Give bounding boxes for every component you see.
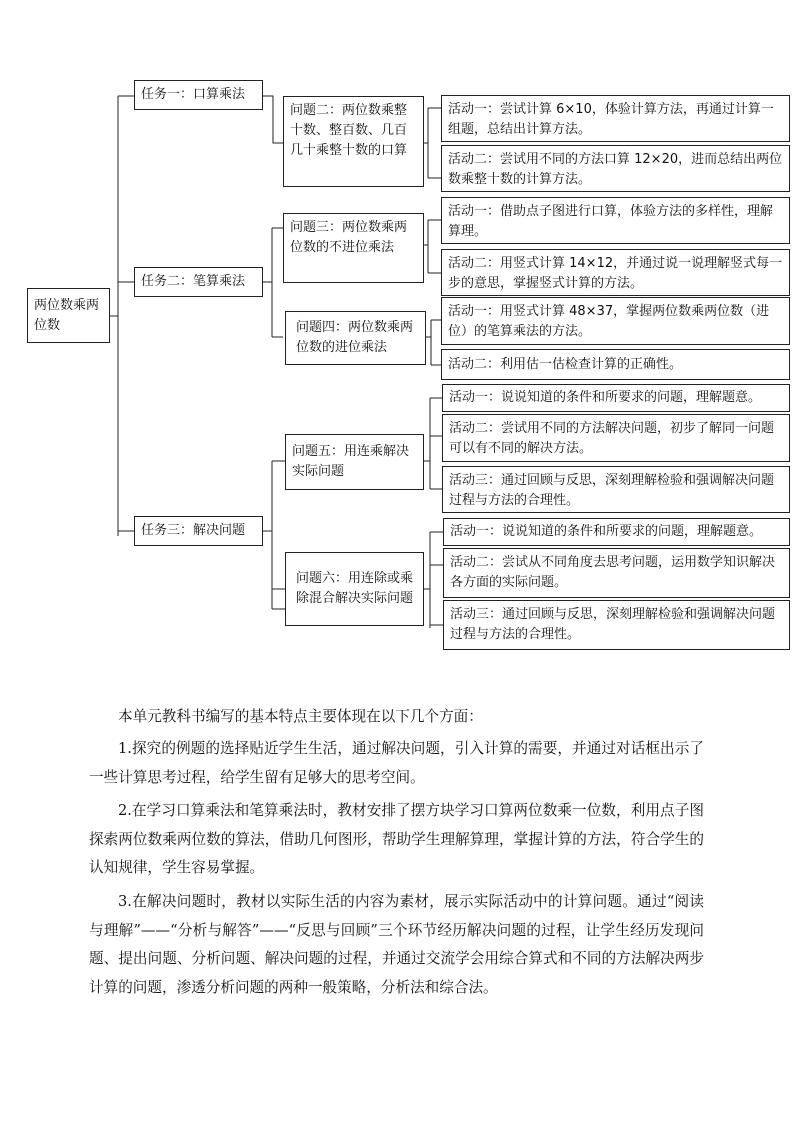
- activity-node: 活动二：尝试用不同的方法口算 12×20，进而总结出两位数乘整十数的计算方法。: [441, 145, 790, 192]
- activity-node: 活动一：尝试计算 6×10，体验计算方法，再通过计算一组题，总结出计算方法。: [441, 95, 790, 142]
- activity-node: 活动三：通过回顾与反思，深刻理解检验和强调解决问题过程与方法的合理性。: [443, 600, 790, 650]
- problem-node-3: 问题三：两位数乘两位数的不进位乘法: [283, 213, 424, 283]
- activity-node: 活动二：用竖式计算 14×12，并通过说一说理解竖式每一步的意思，掌握竖式计算的方法。: [441, 249, 790, 296]
- problem-node-5: 问题五：用连乘解决实际问题: [285, 434, 424, 490]
- feature-paragraph-3: 3.在解决问题时，教材以实际生活的内容为素材，展示实际活动中的计算问题。通过“阅读与理解”——“分析与解答”——“反思与回顾”三个环节经历解决问题的过程，让学生经历发现问题、提出问题、分析问题、解决问题的过程，并通过交流学会用综合算式和不同的方法解决两步计算的问题，渗透分析问题的两种一般策略，分析法和综合法。: [89, 893, 704, 996]
- activity-node: 活动一：借助点子图进行口算，体验方法的多样性，理解算理。: [441, 197, 790, 244]
- problem-node-4: 问题四：两位数乘两位数的进位乘法: [285, 311, 426, 365]
- activity-node: 活动二：尝试用不同的方法解决问题，初步了解同一问题可以有不同的解决方法。: [442, 414, 790, 462]
- task-node-2: 任务二：笔算乘法: [134, 267, 263, 297]
- activity-node: 活动一：说说知道的条件和所要求的问题，理解题意。: [442, 384, 790, 412]
- task-node-1: 任务一：口算乘法: [134, 80, 263, 110]
- task-node-3: 任务三：解决问题: [134, 516, 263, 546]
- activity-node: 活动一：用竖式计算 48×37，掌握两位数乘两位数（进位）的笔算乘法的方法。: [441, 297, 790, 345]
- activity-node: 活动三：通过回顾与反思，深刻理解检验和强调解决问题过程与方法的合理性。: [442, 466, 790, 513]
- activity-node: 活动二：利用估一估检查计算的正确性。: [441, 349, 790, 380]
- activity-node: 活动一：说说知道的条件和所要求的问题，理解题意。: [443, 518, 790, 546]
- problem-node-2: 问题二：两位数乘整十数、整百数、几百几十乘整十数的口算: [283, 96, 424, 187]
- root-node: 两位数乘两位数: [27, 288, 110, 343]
- feature-paragraph-1: 1.探究的例题的选择贴近学生生活，通过解决问题，引入计算的需要，并通过对话框出示了一些计算思考过程，给学生留有足够大的思考空间。: [89, 740, 704, 786]
- problem-node-6: 问题六：用连除或乘除混合解决实际问题: [285, 552, 424, 626]
- intro-paragraph: 本单元教科书编写的基本特点主要体现在以下几个方面：: [118, 708, 483, 725]
- activity-node: 活动二：尝试从不同角度去思考问题，运用数学知识解决各方面的实际问题。: [443, 548, 790, 598]
- feature-paragraph-2: 2.在学习口算乘法和笔算乘法时，教材安排了摆方块学习口算两位数乘一位数，利用点子图探索两位数乘两位数的算法，借助几何图形，帮助学生理解算理，掌握计算的方法，符合学生的认知规律，学生容易掌握。: [89, 802, 704, 876]
